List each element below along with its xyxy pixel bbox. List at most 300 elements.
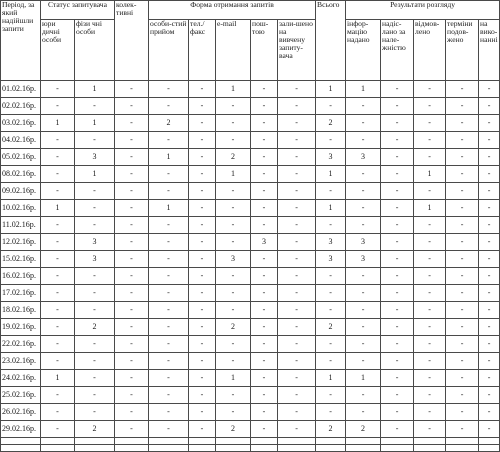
value-cell: - <box>381 217 414 234</box>
value-cell: - <box>381 353 414 370</box>
value-cell: - <box>75 404 115 421</box>
value-cell: - <box>346 387 381 404</box>
value-cell: - <box>278 132 316 149</box>
value-cell: - <box>41 81 75 98</box>
value-cell: - <box>251 370 278 387</box>
value-cell: 1 <box>316 200 346 217</box>
value-cell: - <box>149 302 189 319</box>
value-cell: - <box>149 81 189 98</box>
date-cell: 23.02.16р. <box>1 353 41 370</box>
in-progress-header: на вико-нанні <box>479 20 500 81</box>
value-cell: - <box>149 217 189 234</box>
value-cell: - <box>115 217 149 234</box>
value-cell: 2 <box>316 319 346 336</box>
value-cell: - <box>149 370 189 387</box>
date-cell: 02.02.16р. <box>1 98 41 115</box>
empty-row <box>1 438 500 445</box>
value-cell: - <box>446 251 479 268</box>
value-cell: - <box>278 200 316 217</box>
value-cell: 1 <box>316 166 346 183</box>
value-cell: - <box>278 421 316 438</box>
value-cell: - <box>149 268 189 285</box>
date-cell: 08.02.16р. <box>1 166 41 183</box>
value-cell: - <box>346 268 381 285</box>
table-row <box>1 302 500 319</box>
value-cell: - <box>115 302 149 319</box>
value-cell: - <box>115 132 149 149</box>
value-cell: - <box>381 234 414 251</box>
value-cell: - <box>414 132 446 149</box>
date-cell: 11.02.16р. <box>1 217 41 234</box>
value-cell: - <box>278 81 316 98</box>
date-cell: 17.02.16р. <box>1 285 41 302</box>
value-cell: - <box>479 319 500 336</box>
value-cell: - <box>414 217 446 234</box>
value-cell: - <box>149 353 189 370</box>
value-cell: - <box>479 251 500 268</box>
value-cell: - <box>189 115 216 132</box>
date-cell: 03.02.16р. <box>1 115 41 132</box>
value-cell: 1 <box>414 166 446 183</box>
value-cell: - <box>149 319 189 336</box>
value-cell: - <box>149 421 189 438</box>
value-cell: - <box>41 234 75 251</box>
value-cell: - <box>189 268 216 285</box>
value-cell: - <box>189 319 216 336</box>
value-cell: - <box>189 166 216 183</box>
value-cell: - <box>216 234 251 251</box>
value-cell: 1 <box>216 370 251 387</box>
value-cell: 3 <box>216 251 251 268</box>
value-cell: - <box>479 404 500 421</box>
date-cell: 12.02.16р. <box>1 234 41 251</box>
value-cell: - <box>189 251 216 268</box>
date-cell: 24.02.16р. <box>1 370 41 387</box>
value-cell: - <box>381 370 414 387</box>
table-row <box>1 166 500 183</box>
table-row <box>1 81 500 98</box>
value-cell: - <box>251 183 278 200</box>
table-row <box>1 285 500 302</box>
value-cell: - <box>115 421 149 438</box>
value-cell: - <box>75 98 115 115</box>
value-cell: - <box>381 183 414 200</box>
value-cell: - <box>75 370 115 387</box>
value-cell: - <box>216 404 251 421</box>
value-cell: - <box>316 336 346 353</box>
date-cell: 09.02.16р. <box>1 183 41 200</box>
value-cell: - <box>189 302 216 319</box>
value-cell: - <box>41 319 75 336</box>
value-cell: 2 <box>149 115 189 132</box>
value-cell: - <box>216 98 251 115</box>
value-cell: - <box>446 98 479 115</box>
value-cell: - <box>346 98 381 115</box>
value-cell: - <box>381 166 414 183</box>
value-cell: - <box>479 166 500 183</box>
value-cell: - <box>381 200 414 217</box>
value-cell: - <box>149 166 189 183</box>
value-cell: 1 <box>75 166 115 183</box>
value-cell: - <box>479 81 500 98</box>
value-cell: - <box>381 319 414 336</box>
value-cell: - <box>251 319 278 336</box>
value-cell: - <box>251 268 278 285</box>
value-cell: 1 <box>41 200 75 217</box>
value-cell: - <box>381 336 414 353</box>
value-cell: - <box>115 353 149 370</box>
value-cell: - <box>251 132 278 149</box>
date-cell: 29.02.16р. <box>1 421 41 438</box>
value-cell: - <box>75 183 115 200</box>
value-cell: - <box>278 115 316 132</box>
date-cell: 19.02.16р. <box>1 319 41 336</box>
value-cell: - <box>479 387 500 404</box>
date-cell: 16.02.16р. <box>1 268 41 285</box>
value-cell: 3 <box>316 251 346 268</box>
value-cell: - <box>346 200 381 217</box>
value-cell: - <box>278 370 316 387</box>
value-cell: - <box>41 302 75 319</box>
value-cell: - <box>414 183 446 200</box>
value-cell: - <box>189 183 216 200</box>
value-cell: - <box>381 302 414 319</box>
value-cell: - <box>251 251 278 268</box>
value-cell: - <box>251 421 278 438</box>
value-cell: - <box>41 268 75 285</box>
value-cell: - <box>115 115 149 132</box>
value-cell: - <box>346 183 381 200</box>
value-cell: - <box>414 336 446 353</box>
value-cell: - <box>149 183 189 200</box>
value-cell: - <box>41 149 75 166</box>
value-cell: - <box>75 387 115 404</box>
value-cell: 3 <box>346 251 381 268</box>
value-cell: - <box>446 336 479 353</box>
value-cell: - <box>479 183 500 200</box>
value-cell: 2 <box>216 421 251 438</box>
value-cell: - <box>446 166 479 183</box>
value-cell: - <box>346 132 381 149</box>
value-cell: - <box>41 251 75 268</box>
value-cell: - <box>216 200 251 217</box>
value-cell: - <box>251 166 278 183</box>
value-cell: - <box>446 268 479 285</box>
value-cell: - <box>251 200 278 217</box>
value-cell: - <box>115 183 149 200</box>
value-cell: - <box>115 268 149 285</box>
value-cell: 3 <box>75 234 115 251</box>
value-cell: - <box>446 81 479 98</box>
value-cell: - <box>446 285 479 302</box>
value-cell: - <box>316 404 346 421</box>
value-cell: - <box>41 98 75 115</box>
value-cell: 2 <box>316 421 346 438</box>
value-cell: - <box>346 217 381 234</box>
value-cell: - <box>479 370 500 387</box>
value-cell: - <box>446 149 479 166</box>
value-cell: - <box>115 319 149 336</box>
value-cell: 1 <box>414 200 446 217</box>
value-cell: - <box>251 353 278 370</box>
value-cell: - <box>75 132 115 149</box>
value-cell: - <box>251 115 278 132</box>
value-cell: - <box>381 404 414 421</box>
phone-fax-header: тел./ факс <box>189 20 216 81</box>
value-cell: - <box>414 81 446 98</box>
value-cell: - <box>414 404 446 421</box>
value-cell: - <box>115 370 149 387</box>
value-cell: - <box>346 336 381 353</box>
value-cell: - <box>479 115 500 132</box>
value-cell: - <box>414 421 446 438</box>
table-row <box>1 404 500 421</box>
period-header: Період, за який надійшли запити <box>1 1 41 81</box>
value-cell: - <box>381 251 414 268</box>
value-cell: - <box>149 98 189 115</box>
value-cell: - <box>346 353 381 370</box>
value-cell: - <box>446 183 479 200</box>
value-cell: - <box>41 421 75 438</box>
value-cell: - <box>446 353 479 370</box>
value-cell: - <box>278 98 316 115</box>
value-cell: - <box>479 98 500 115</box>
value-cell: 1 <box>149 149 189 166</box>
value-cell: - <box>216 302 251 319</box>
result-header: Результати розгляду <box>346 1 500 20</box>
value-cell: - <box>316 183 346 200</box>
value-cell: 2 <box>75 421 115 438</box>
value-cell: - <box>381 115 414 132</box>
value-cell: - <box>278 217 316 234</box>
value-cell: - <box>115 387 149 404</box>
value-cell: - <box>346 302 381 319</box>
value-cell: - <box>278 149 316 166</box>
personal-visit-header: особи-стий прийом <box>149 20 189 81</box>
value-cell: - <box>251 404 278 421</box>
value-cell: - <box>41 353 75 370</box>
table-row <box>1 251 500 268</box>
value-cell: - <box>446 200 479 217</box>
value-cell: - <box>446 115 479 132</box>
table-row <box>1 183 500 200</box>
value-cell: - <box>346 319 381 336</box>
value-cell: - <box>189 387 216 404</box>
value-cell: - <box>346 404 381 421</box>
extended-header: терміни подов-жено <box>446 20 479 81</box>
value-cell: - <box>479 234 500 251</box>
value-cell: 1 <box>216 81 251 98</box>
left-for-review-header: зали-шено на вивчену запиту-вача <box>278 20 316 81</box>
value-cell: - <box>414 285 446 302</box>
value-cell: - <box>75 353 115 370</box>
value-cell: - <box>479 421 500 438</box>
individuals-header: фізи чні особи <box>75 20 115 81</box>
value-cell: - <box>414 268 446 285</box>
value-cell: - <box>251 149 278 166</box>
value-cell: - <box>189 285 216 302</box>
value-cell: - <box>446 132 479 149</box>
value-cell: - <box>41 404 75 421</box>
value-cell: - <box>115 404 149 421</box>
value-cell: - <box>115 234 149 251</box>
date-cell: 26.02.16р. <box>1 404 41 421</box>
table-row <box>1 353 500 370</box>
value-cell: - <box>479 353 500 370</box>
value-cell: - <box>251 81 278 98</box>
table-row <box>1 421 500 438</box>
value-cell: - <box>446 387 479 404</box>
value-cell: - <box>278 285 316 302</box>
value-cell: - <box>381 149 414 166</box>
date-cell: 22.02.16р. <box>1 336 41 353</box>
value-cell: 1 <box>316 81 346 98</box>
table-row <box>1 132 500 149</box>
value-cell: - <box>381 81 414 98</box>
value-cell: - <box>149 251 189 268</box>
value-cell: - <box>316 387 346 404</box>
value-cell: - <box>278 268 316 285</box>
value-cell: 1 <box>316 370 346 387</box>
value-cell: - <box>414 115 446 132</box>
value-cell: - <box>251 336 278 353</box>
value-cell: 1 <box>216 166 251 183</box>
post-header: пош-тою <box>251 20 278 81</box>
value-cell: - <box>251 98 278 115</box>
value-cell: - <box>414 234 446 251</box>
value-cell: - <box>479 217 500 234</box>
value-cell: 1 <box>75 115 115 132</box>
table-row <box>1 370 500 387</box>
value-cell: - <box>149 336 189 353</box>
table-row <box>1 200 500 217</box>
value-cell: - <box>414 387 446 404</box>
table-row <box>1 234 500 251</box>
value-cell: - <box>479 200 500 217</box>
value-cell: - <box>446 234 479 251</box>
value-cell: - <box>278 387 316 404</box>
value-cell: - <box>115 200 149 217</box>
value-cell: - <box>41 285 75 302</box>
value-cell: - <box>189 353 216 370</box>
value-cell: 3 <box>346 234 381 251</box>
value-cell: - <box>149 234 189 251</box>
value-cell: - <box>346 115 381 132</box>
form-header: Форма отримання запитів <box>149 1 316 20</box>
value-cell: 1 <box>346 81 381 98</box>
value-cell: 1 <box>75 81 115 98</box>
value-cell: - <box>75 336 115 353</box>
refused-header: відмов-лено <box>414 20 446 81</box>
value-cell: - <box>414 251 446 268</box>
value-cell: - <box>414 353 446 370</box>
total-header: Всього <box>316 1 346 81</box>
value-cell: - <box>316 302 346 319</box>
value-cell: 2 <box>216 149 251 166</box>
value-cell: - <box>316 268 346 285</box>
table-row <box>1 149 500 166</box>
value-cell: - <box>189 336 216 353</box>
value-cell: - <box>316 132 346 149</box>
value-cell: - <box>115 98 149 115</box>
value-cell: - <box>216 336 251 353</box>
value-cell: - <box>446 319 479 336</box>
value-cell: - <box>278 336 316 353</box>
value-cell: - <box>75 268 115 285</box>
value-cell: - <box>446 370 479 387</box>
value-cell: - <box>251 285 278 302</box>
value-cell: - <box>346 285 381 302</box>
value-cell: - <box>316 285 346 302</box>
value-cell: - <box>115 149 149 166</box>
status-header: Статус запитувача <box>41 1 115 20</box>
date-cell: 18.02.16р. <box>1 302 41 319</box>
value-cell: 1 <box>41 370 75 387</box>
email-header: e-mail <box>216 20 251 81</box>
date-cell: 25.02.16р. <box>1 387 41 404</box>
value-cell: - <box>278 166 316 183</box>
value-cell: - <box>189 217 216 234</box>
value-cell: 3 <box>75 149 115 166</box>
value-cell: - <box>414 98 446 115</box>
value-cell: - <box>115 81 149 98</box>
value-cell: - <box>216 268 251 285</box>
date-cell: 15.02.16р. <box>1 251 41 268</box>
value-cell: - <box>189 81 216 98</box>
value-cell: - <box>41 217 75 234</box>
value-cell: 2 <box>75 319 115 336</box>
value-cell: - <box>149 132 189 149</box>
value-cell: - <box>115 166 149 183</box>
value-cell: - <box>414 149 446 166</box>
value-cell: - <box>189 421 216 438</box>
value-cell: - <box>346 166 381 183</box>
value-cell: - <box>479 132 500 149</box>
legal-entities-header: юри дичні особи <box>41 20 75 81</box>
table-row <box>1 268 500 285</box>
value-cell: - <box>381 132 414 149</box>
date-cell: 10.02.16р. <box>1 200 41 217</box>
forwarded-header: надіс-лано за нале-жністю <box>381 20 414 81</box>
value-cell: - <box>189 132 216 149</box>
value-cell: - <box>278 319 316 336</box>
value-cell: - <box>189 98 216 115</box>
table-row <box>1 115 500 132</box>
value-cell: 2 <box>216 319 251 336</box>
value-cell: - <box>479 149 500 166</box>
value-cell: - <box>278 183 316 200</box>
value-cell: - <box>316 98 346 115</box>
value-cell: - <box>446 217 479 234</box>
value-cell: - <box>216 115 251 132</box>
value-cell: - <box>189 200 216 217</box>
value-cell: - <box>216 387 251 404</box>
value-cell: - <box>149 285 189 302</box>
value-cell: - <box>316 217 346 234</box>
value-cell: - <box>278 302 316 319</box>
value-cell: - <box>41 166 75 183</box>
value-cell: - <box>278 234 316 251</box>
date-cell: 04.02.16р. <box>1 132 41 149</box>
value-cell: - <box>414 319 446 336</box>
info-provided-header: інфор-мацію надано <box>346 20 381 81</box>
date-cell: 01.02.16р. <box>1 81 41 98</box>
empty-row <box>1 445 500 452</box>
value-cell: - <box>189 149 216 166</box>
date-cell: 05.02.16р. <box>1 149 41 166</box>
value-cell: 3 <box>251 234 278 251</box>
value-cell: - <box>41 387 75 404</box>
